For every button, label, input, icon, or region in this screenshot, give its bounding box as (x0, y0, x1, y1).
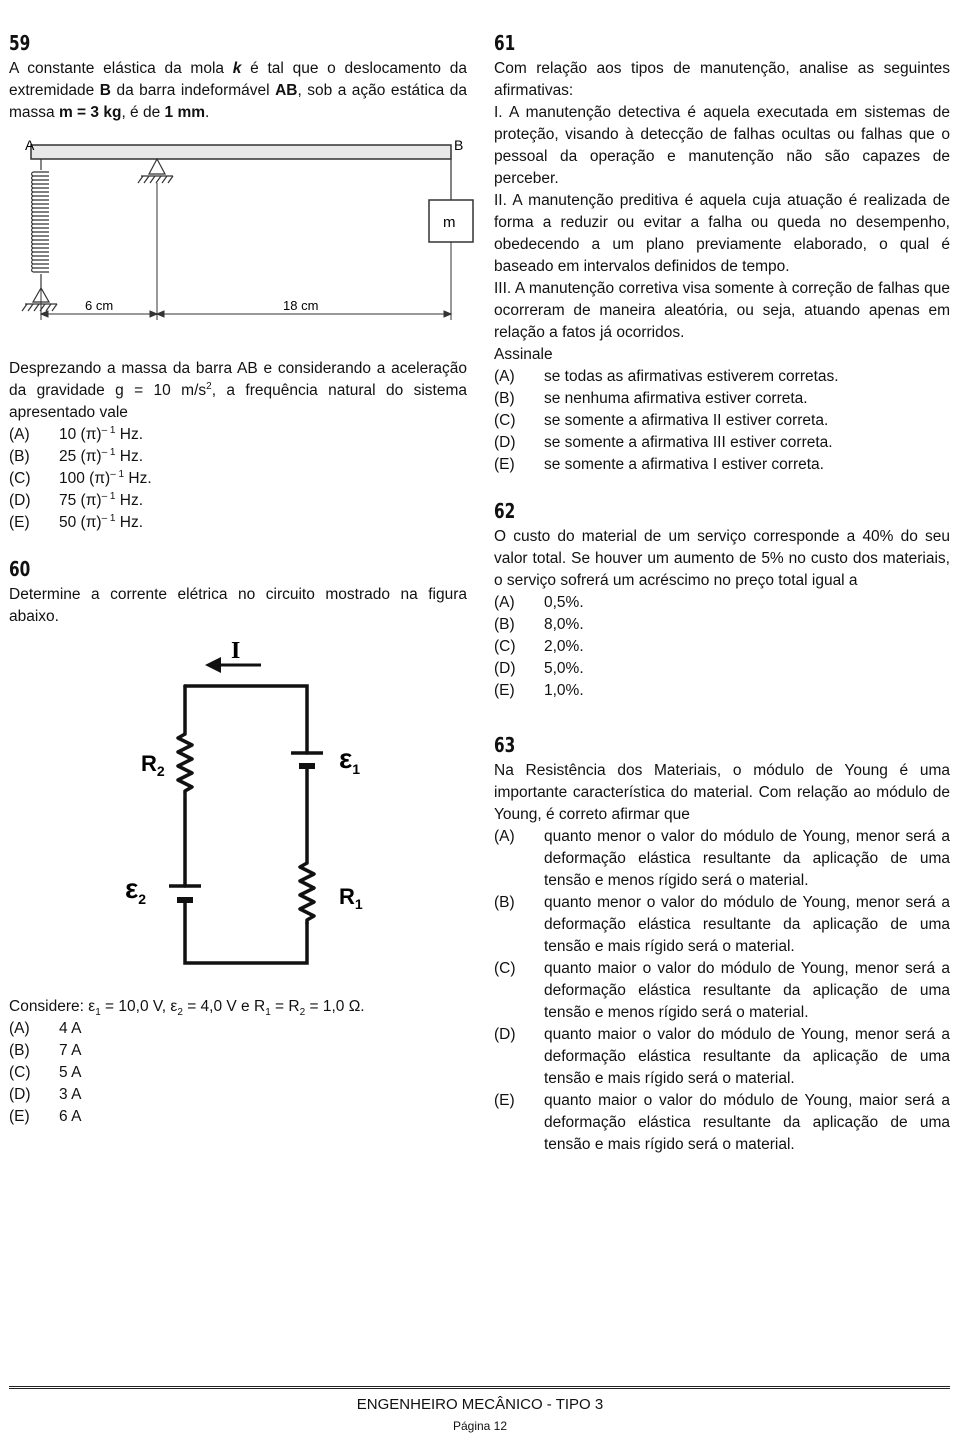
label-r2: $R_2$ (141, 751, 165, 779)
option-d[interactable]: (D) 3 A (9, 1086, 82, 1103)
current-label: I (231, 638, 241, 664)
battery-e1 (291, 753, 323, 766)
label-e1: $\varepsilon_1$ (339, 743, 361, 777)
option-e[interactable]: (E) 6 A (9, 1108, 82, 1125)
question-number: 62 (494, 499, 516, 523)
question-63 (494, 732, 950, 1156)
option-a[interactable]: (A) 0,5%. (494, 594, 584, 611)
pivot-support (138, 159, 173, 183)
option-a[interactable]: (A) 4 A (9, 1020, 82, 1037)
question-61 (494, 30, 950, 476)
statement-1: I. A manutenção detectiva é aquela executada em sistemas de proteção, visando à detecção de falhas ocultas ou falhas que o pessoal da operação e manutenção não são capazes de perceber. (494, 104, 950, 187)
option-c[interactable]: (C) quanto maior o valor do módulo de Young, menor será a deformação elástica resultante da aplicação de uma tensão e menos rígido será o material. (494, 960, 950, 1021)
option-d[interactable]: (D) 75 $(\pi)^{- 1}$ Hz. (9, 490, 144, 509)
option-b[interactable]: (B) se nenhuma afirmativa estiver correta. (494, 390, 808, 407)
option-c[interactable]: (C) 5 A (9, 1064, 82, 1081)
circuit-wires (185, 686, 307, 963)
option-d[interactable]: (D) 5,0%. (494, 660, 584, 677)
question-number: 61 (494, 31, 516, 55)
label-a: A (25, 137, 35, 153)
option-b[interactable]: (B) 7 A (9, 1042, 82, 1059)
resistor-r2 (178, 734, 192, 795)
option-c[interactable]: (C) 2,0%. (494, 638, 584, 655)
dim-left-label: 6 cm (85, 298, 114, 313)
circuit-figure (125, 638, 409, 988)
footer-rule (9, 1386, 950, 1389)
option-b[interactable]: (B) quanto menor o valor do módulo de Young, menor será a deformação elástica resultante da aplicação de uma tensão e mais rígido será o material. (494, 894, 950, 955)
options-list (494, 826, 950, 1156)
question-stem: Com relação aos tipos de manutenção, analise as seguintes afirmativas: (494, 60, 950, 99)
label-r1: $R_1$ (339, 884, 363, 912)
question-62 (494, 498, 950, 702)
question-59 (9, 30, 467, 534)
option-e[interactable]: (E) 1,0%. (494, 682, 584, 699)
label-e2: $\varepsilon_2$ (125, 873, 147, 907)
consider-line: Considere: $\varepsilon_1 = 10,0$ V, $\varepsilon_2 = 4,0$ V e $R_1 = R_2 = 1,0$ Ω. (9, 998, 365, 1019)
question-number: 63 (494, 733, 516, 757)
bar-ab (31, 145, 451, 159)
resistor-r1 (300, 863, 314, 924)
footer-title: ENGENHEIRO MECÂNICO - TIPO 3 (356, 1396, 604, 1413)
statement-3: III. A manutenção corretiva visa somente à correção de falhas que ocorreram de maneira aleatória, ou seja, atuando apenas em relação a fatos já ocorridos. (494, 280, 950, 341)
battery-e2 (169, 886, 201, 900)
option-a[interactable]: (A) se todas as afirmativas estiverem corretas. (494, 368, 839, 385)
spring-bar-figure (11, 138, 471, 336)
question-number: 60 (9, 557, 31, 581)
label-b: B (454, 137, 464, 153)
page-number: Página 12 (452, 1419, 508, 1433)
option-d[interactable]: (D) se somente a afirmativa III estiver correta. (494, 434, 833, 451)
options-list (9, 424, 467, 534)
label-m: m (443, 214, 456, 231)
option-a[interactable]: (A) quanto menor o valor do módulo de Young, menor será a deformação elástica resultante da aplicação de uma tensão e menos rígido será o material. (494, 828, 950, 889)
question-stem: A constante elástica da mola k é tal que o deslocamento da extremidade B da barra indeformável AB, sob a ação estática da massa m = 3 kg, é de 1 mm. (9, 60, 468, 121)
option-e[interactable]: (E) quanto maior o valor do módulo de Young, maior será a deformação elástica resultante da aplicação de uma tensão e mais rígido será o material. (494, 1092, 950, 1153)
current-arrow (205, 638, 261, 673)
option-b[interactable]: (B) 25 $(\pi)^{- 1}$ Hz. (9, 446, 144, 465)
question-60 (9, 556, 467, 1128)
option-e[interactable]: (E) se somente a afirmativa I estiver correta. (494, 456, 824, 473)
question-number: 59 (9, 31, 31, 55)
option-c[interactable]: (C) 100 $(\pi)^{- 1}$ Hz. (9, 468, 152, 487)
question-stem: O custo do material de um serviço corresponde a 40% do seu valor total. Se houver um aumento de 5% no custo dos materiais, o serviço sofrerá um acréscimo no preço total igual a (494, 528, 950, 589)
option-b[interactable]: (B) 8,0%. (494, 616, 584, 633)
option-d[interactable]: (D) quanto maior o valor do módulo de Young, menor será a deformação elástica resultante da aplicação de uma tensão e mais rígido será o material. (494, 1026, 950, 1087)
question-text: Desprezando a massa da barra AB e considerando a aceleração da gravidade g = 10 $m/s^2$, a frequência natural do sistema apresentado vale (9, 360, 467, 421)
options-list (494, 592, 950, 702)
statement-2: II. A manutenção preditiva é aquela cuja atuação é realizada de forma a reduzir ou evitar a falha ou queda no desempenho, obedecendo a um plano previamente elaborado, o qual é baseado em intervalos definidos de tempo. (494, 192, 950, 275)
question-stem: Determine a corrente elétrica no circuito mostrado na figura abaixo. (9, 586, 467, 625)
options-list (494, 366, 950, 476)
assinale-label: Assinale (494, 346, 553, 363)
spring (32, 159, 50, 288)
right-column (494, 30, 950, 1156)
spring-support (22, 288, 57, 311)
question-stem: Na Resistência dos Materiais, o módulo de Young é uma importante característica do material. Com relação ao módulo de Young, é correto afirmar que (494, 762, 950, 823)
option-c[interactable]: (C) se somente a afirmativa II estiver correta. (494, 412, 829, 429)
options-list (9, 1018, 467, 1128)
option-a[interactable]: (A) 10 $(\pi)^{- 1}$ Hz. (9, 424, 144, 443)
left-column (9, 30, 467, 1128)
option-e[interactable]: (E) 50 $(\pi)^{- 1}$ Hz. (9, 512, 144, 531)
dim-right-label: 18 cm (283, 298, 319, 313)
